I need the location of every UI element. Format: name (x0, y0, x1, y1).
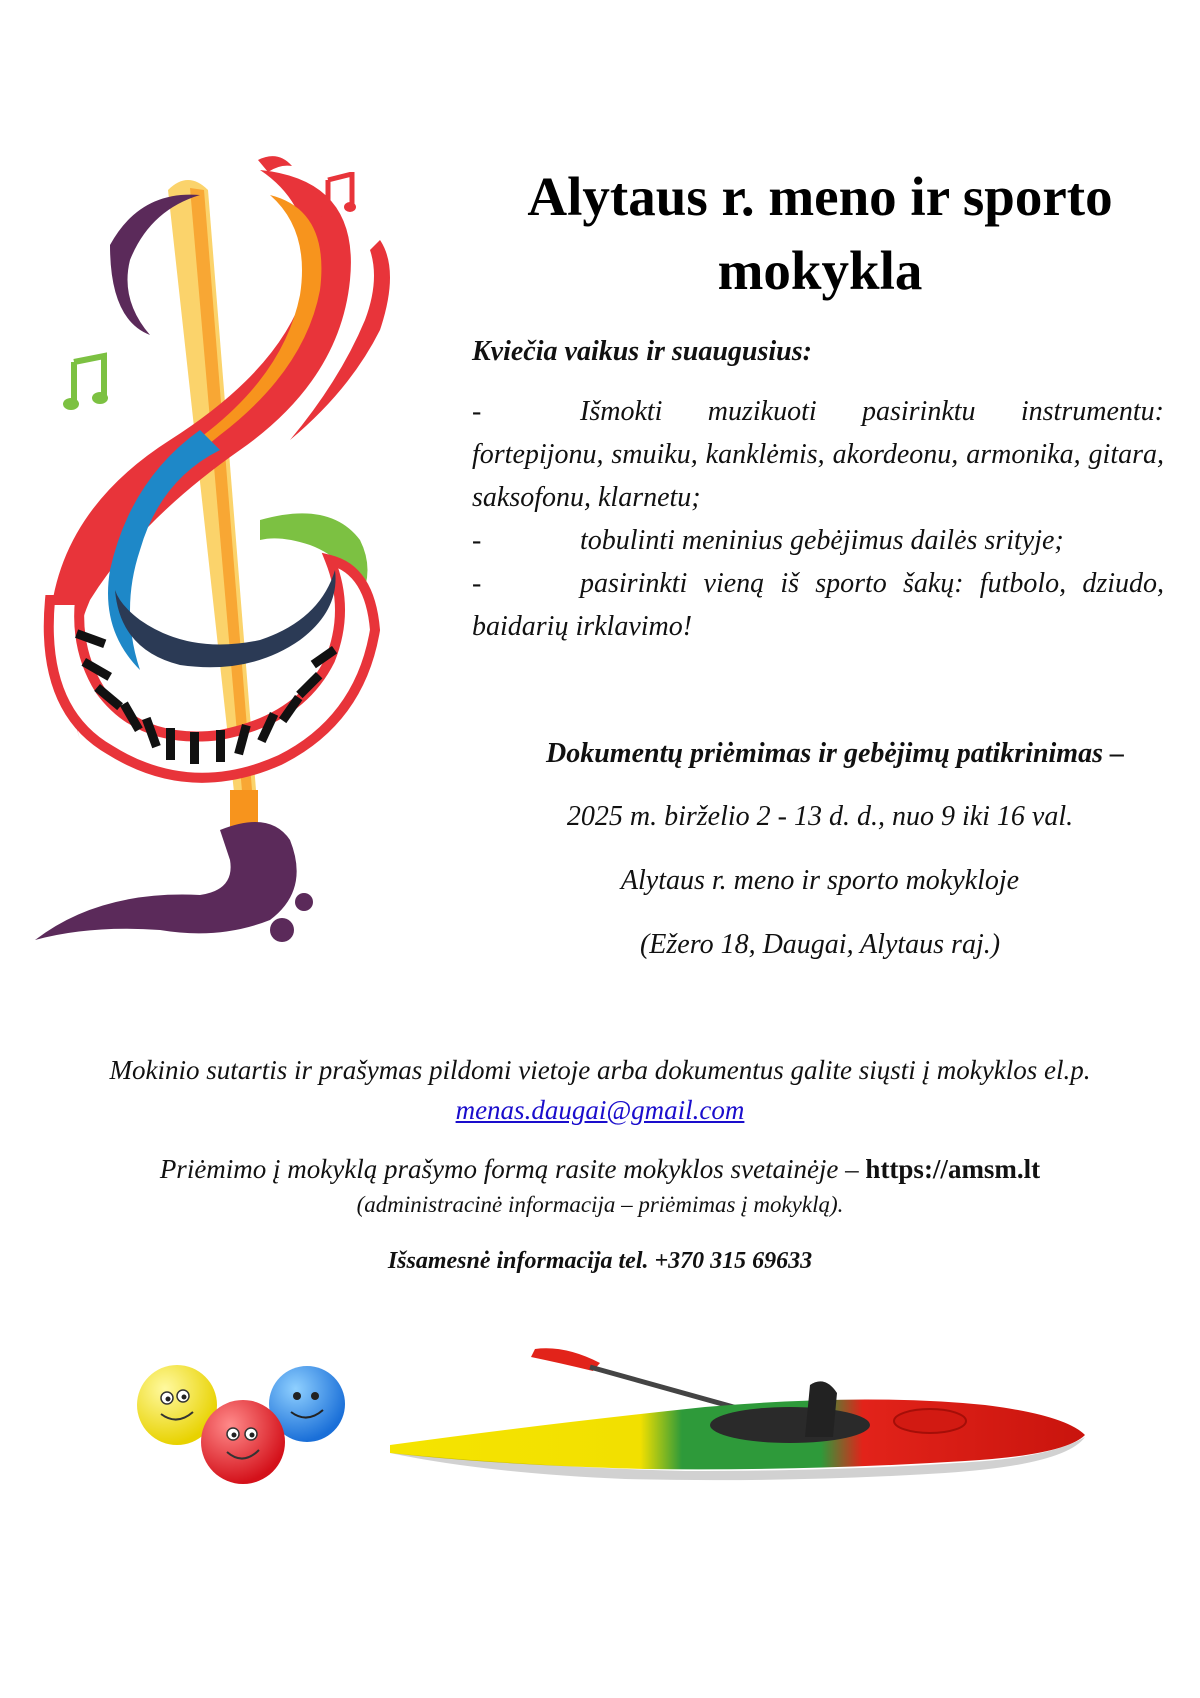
phone-line: Išsamesnė informacija tel. +370 315 69633 (387, 1248, 813, 1274)
contract-line (40, 1050, 1160, 1130)
list-item-text: pasirinkti vieną iš sporto šakų: futbolo, dziudo, baidarių irklavimo! (472, 568, 1164, 642)
form-text: Priėmimo į mokyklą prašymo formą rasite mokyklos svetainėje – (159, 1154, 859, 1184)
bullet-dash: - (472, 525, 482, 556)
bullet-dash: - (472, 396, 482, 427)
intro-section (472, 330, 1164, 648)
list-item (472, 519, 1164, 562)
page-title: Alytaus r. meno ir sporto mokykla (527, 166, 1113, 301)
treble-clef-illustration (20, 150, 440, 1020)
list-item (472, 390, 1164, 519)
red-ball (201, 1400, 285, 1484)
email-link[interactable]: menas.daugai@gmail.com (455, 1095, 745, 1125)
music-note-icon (62, 352, 112, 414)
list-item-text: tobulinti meninius gebėjimus dailės srityje; (580, 525, 1064, 556)
form-path: (administracinė informacija – priėmimas į mokyklą). (356, 1192, 844, 1217)
list-item-text: Išmokti muzikuoti pasirinktu instrumentu: fortepijonu, smuiku, kanklėmis, akordeonu, armonika, gitara, saksofonu, klarnetu; (472, 396, 1164, 513)
music-note-icon (320, 172, 360, 222)
contract-text: Mokinio sutartis ir prašymas pildomi vietoje arba dokumentus galite siųsti į mokyklos el.p. (109, 1055, 1091, 1085)
admission-heading: Dokumentų priėmimas ir gebėjimų patikrinimas – (546, 738, 1124, 769)
admission-address: (Ežero 18, Daugai, Alytaus raj.) (639, 929, 1001, 960)
bullet-dash: - (472, 568, 482, 599)
form-line (40, 1150, 1160, 1188)
footer-section (40, 1050, 1160, 1278)
list-item (472, 562, 1164, 648)
smiley-balls-illustration (135, 1350, 375, 1510)
admission-place: Alytaus r. meno ir sporto mokykloje (620, 865, 1020, 896)
kayak-illustration (385, 1345, 1090, 1495)
website-link[interactable]: https://amsm.lt (865, 1154, 1041, 1184)
admission-dates: 2025 m. birželio 2 - 13 d. d., nuo 9 iki 16 val. (566, 801, 1074, 832)
admission-section (460, 734, 1180, 988)
intro-heading: Kviečia vaikus ir suaugusius: (472, 336, 812, 367)
